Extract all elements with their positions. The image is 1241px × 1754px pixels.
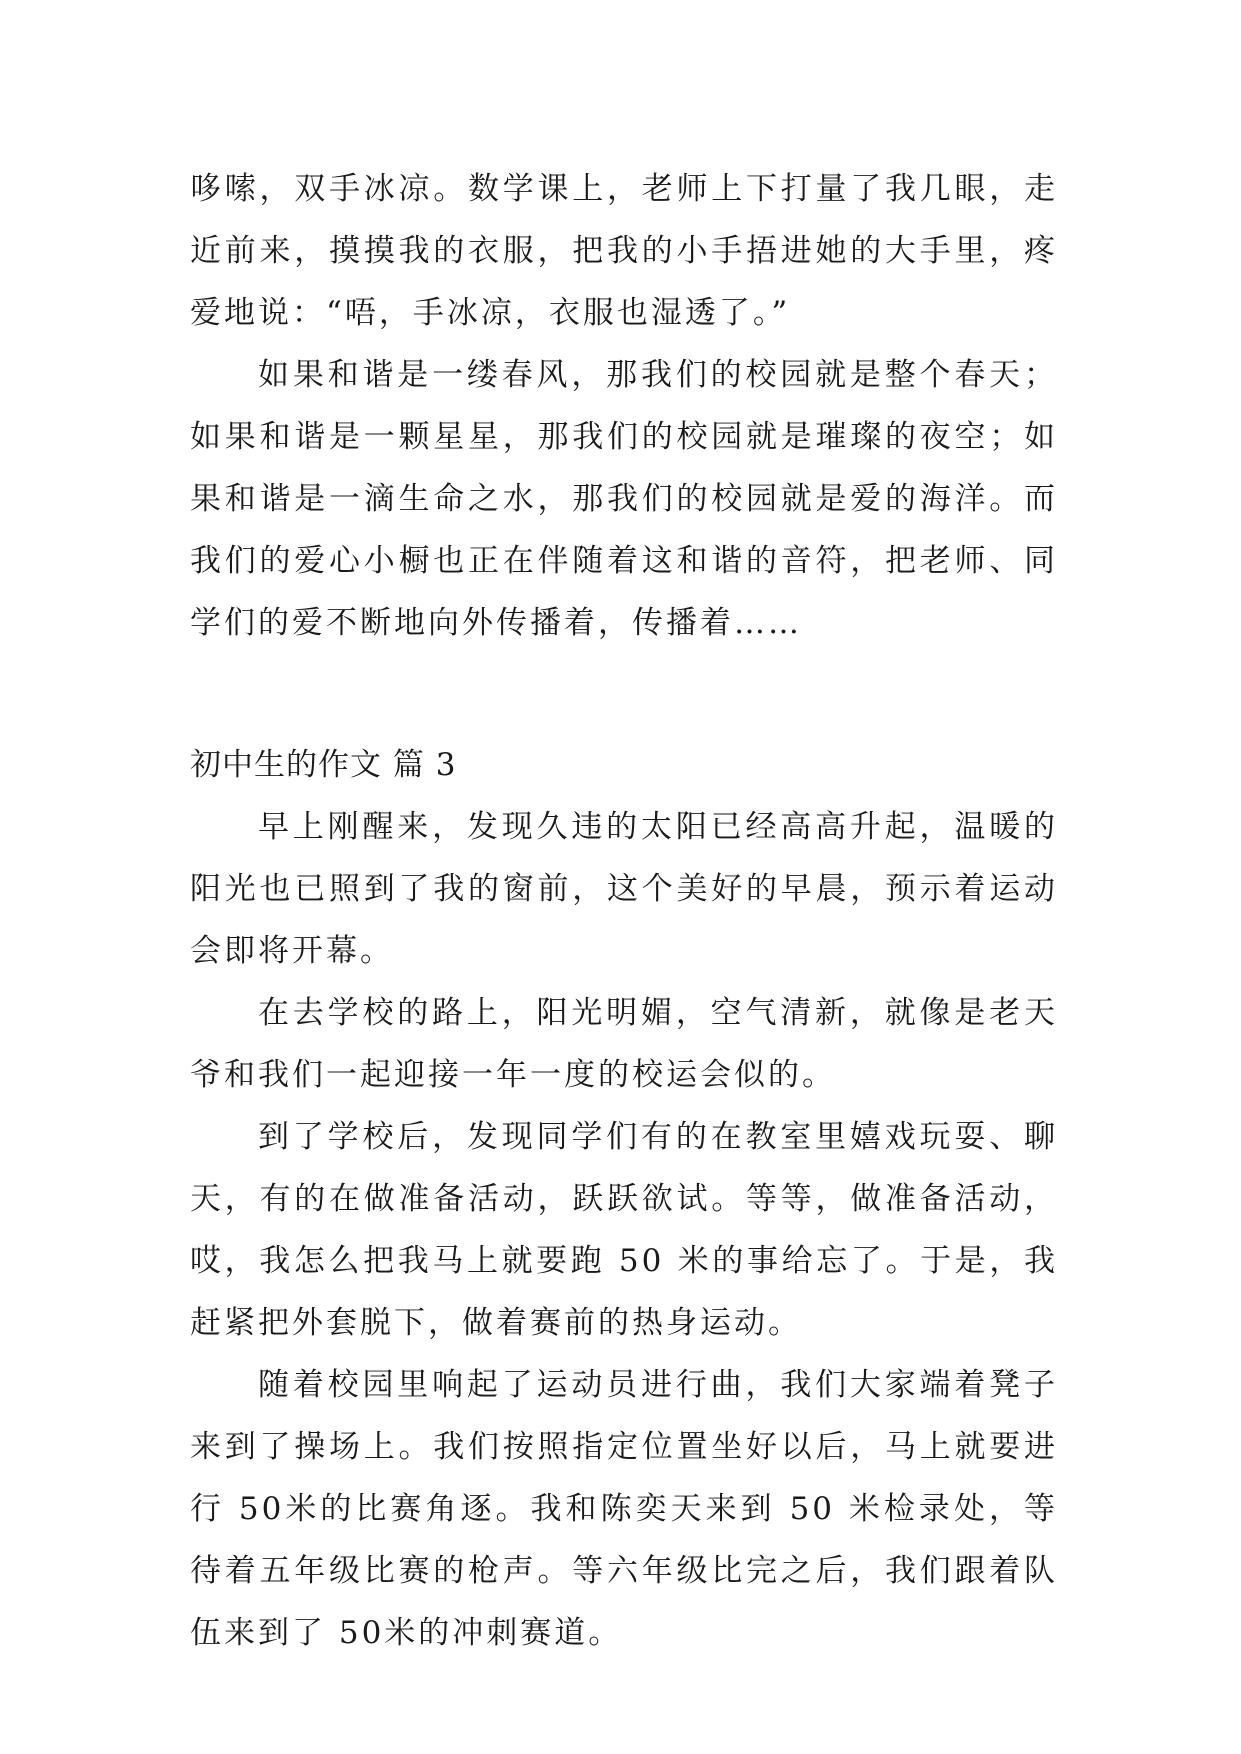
paragraph: 到了学校后，发现同学们有的在教室里嬉戏玩耍、聊天，有的在做准备活动，跃跃欲试。等等，做准备活动，哎，我怎么把我马上就要跑 50 米的事给忘了。于是，我赶紧把外套脱下，做着赛前的热身运动。: [190, 1119, 1058, 1341]
paragraph: 早上刚醒来，发现久违的太阳已经高高升起，温暖的阳光也已照到了我的窗前，这个美好的早晨，预示着运动会即将开幕。: [190, 809, 1058, 969]
paragraph: 如果和谐是一缕春风，那我们的校园就是整个春天；如果和谐是一颗星星，那我们的校园就是璀璨的夜空；如果和谐是一滴生命之水，那我们的校园就是爱的海洋。而我们的爱心小橱也正在伴随着这和谐的音符，把老师、同学们的爱不断地向外传播着，传播着……: [190, 357, 1058, 641]
section-spacer: [190, 654, 1058, 734]
paragraph: 随着校园里响起了运动员进行曲，我们大家端着凳子来到了操场上。我们按照指定位置坐好以后，马上就要进行 50米的比赛角逐。我和陈奕天来到 50 米检录处，等待着五年级比赛的枪声。等六年级比完之后，我们跟着队伍来到了 50米的冲刺赛道。: [190, 1367, 1058, 1651]
paragraph: 在去学校的路上，阳光明媚，空气清新，就像是老天爷和我们一起迎接一年一度的校运会似的。: [190, 995, 1058, 1093]
section-heading: 初中生的作文 篇 3: [190, 747, 457, 783]
paragraph: 哆嗦，双手冰凉。数学课上，老师上下打量了我几眼，走近前来，摸摸我的衣服，把我的小手捂进她的大手里，疼爱地说：“唔，手冰凉，衣服也湿透了。”: [190, 171, 1058, 331]
document-body: [190, 158, 1058, 1664]
